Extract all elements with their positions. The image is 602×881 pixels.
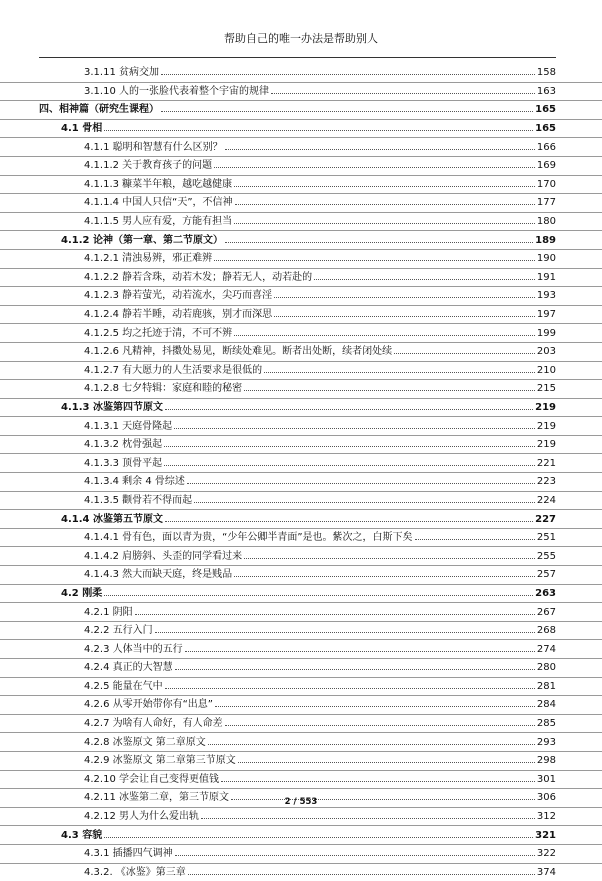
toc-entry[interactable] (0, 398, 602, 417)
toc-entry-page: 215 (536, 383, 556, 395)
toc-entry-title: 4.1.2.1 清浊易辨，邪正难辨 (84, 253, 213, 265)
toc-entry[interactable] (0, 602, 602, 621)
toc-dot-leader (175, 855, 535, 856)
toc-entry-page: 210 (536, 364, 556, 376)
toc-dot-leader (221, 781, 535, 782)
toc-entry[interactable] (0, 323, 602, 342)
toc-entry-page: 199 (536, 327, 556, 339)
toc-entry-title: 4.1.3.2 枕骨强起 (84, 439, 163, 451)
toc-entry-title: 4.1.1.4 中国人只信“天”，不信神 (84, 197, 233, 209)
toc-entry-title: 4.1.2.2 静若含珠，动若木发；静若无人，动若赴的 (84, 271, 313, 283)
toc-entry-page: 257 (536, 569, 556, 581)
toc-entry[interactable] (0, 714, 602, 733)
toc-entry-title: 4.2.7 为啥有人命好，有人命差 (84, 718, 223, 730)
toc-dot-leader (214, 260, 535, 261)
toc-entry[interactable] (0, 64, 602, 82)
toc-entry-title: 4.2.9 冰鉴原文 第二章第三节原文 (84, 755, 236, 767)
toc-entry-title: 4.1.2.6 凡精神，抖擞处易见，断续处难见。断者出处断，续者闭处续 (84, 346, 393, 358)
toc-entry-page: 197 (536, 309, 556, 321)
toc-entry[interactable] (0, 193, 602, 212)
toc-entry[interactable] (0, 770, 602, 789)
toc-entry[interactable] (0, 119, 602, 138)
toc-entry[interactable] (0, 82, 602, 101)
toc-entry-page: 274 (536, 643, 556, 655)
table-of-contents (0, 64, 602, 881)
toc-entry-page: 322 (536, 848, 556, 860)
toc-dot-leader (234, 186, 535, 187)
toc-entry-page: 293 (536, 736, 556, 748)
toc-dot-leader (234, 335, 535, 336)
toc-entry[interactable] (0, 863, 602, 881)
toc-entry-title: 4.1.3.3 顶骨平起 (84, 457, 163, 469)
toc-entry-title: 4.1.4.2 肩膀斜、头歪的同学看过来 (84, 550, 243, 562)
toc-entry-page: 190 (536, 253, 556, 265)
toc-entry-page: 281 (536, 680, 556, 692)
toc-entry-title: 4.2.6 从零开始带你有“出息” (84, 699, 213, 711)
toc-entry-page: 169 (536, 160, 556, 172)
toc-dot-leader (244, 558, 535, 559)
toc-entry-title: 4.1.2.8 七夕特辑：家庭和睦的秘密 (84, 383, 243, 395)
toc-entry[interactable] (0, 621, 602, 640)
toc-entry-title: 4.2.11 冰鉴第二章，第三节原文 (84, 792, 229, 804)
toc-entry-page: 219 (536, 420, 556, 432)
header-divider (39, 57, 556, 58)
toc-entry[interactable] (0, 584, 602, 603)
toc-entry[interactable] (0, 435, 602, 454)
toc-dot-leader (234, 576, 535, 577)
toc-entry-page: 321 (535, 829, 556, 841)
toc-entry-title: 4.1.2.7 有大愿力的人生活要求是很低的 (84, 364, 263, 376)
toc-entry-page: 163 (536, 85, 556, 97)
toc-entry[interactable] (0, 416, 602, 435)
toc-dot-leader (161, 74, 535, 75)
toc-entry[interactable] (0, 305, 602, 324)
toc-dot-leader (187, 483, 535, 484)
toc-entry-page: 255 (536, 550, 556, 562)
toc-dot-leader (104, 837, 533, 838)
toc-entry-page: 165 (535, 123, 556, 135)
toc-entry-title: 4.2.4 真正的大智慧 (84, 662, 173, 674)
toc-entry-page: 189 (535, 234, 556, 246)
toc-entry-page: 219 (535, 401, 556, 413)
toc-entry-page: 268 (536, 625, 556, 637)
toc-entry-page: 223 (536, 476, 556, 488)
toc-dot-leader (208, 744, 535, 745)
toc-dot-leader (185, 651, 535, 652)
toc-entry-page: 180 (536, 216, 556, 228)
toc-entry-page: 224 (536, 494, 556, 506)
toc-entry-page: 165 (535, 104, 556, 116)
toc-entry[interactable] (0, 491, 602, 510)
toc-entry-title: 4.1.1 聪明和智慧有什么区别？ (84, 141, 223, 153)
toc-dot-leader (188, 874, 535, 875)
toc-dot-leader (194, 502, 535, 503)
toc-entry[interactable] (0, 509, 602, 528)
toc-entry-page: 203 (536, 346, 556, 358)
toc-entry-page: 306 (536, 792, 556, 804)
toc-dot-leader (164, 446, 535, 447)
toc-entry-page: 227 (535, 513, 556, 525)
page-header-title: 帮助自己的唯一办法是帮助别人 (224, 32, 378, 45)
toc-entry[interactable] (0, 528, 602, 547)
toc-entry-title: 4.2.12 男人为什么爱出轨 (84, 811, 199, 823)
toc-dot-leader (135, 614, 535, 615)
toc-entry-page: 284 (536, 699, 556, 711)
toc-entry[interactable] (0, 732, 602, 751)
toc-entry[interactable] (0, 639, 602, 658)
toc-entry-title: 4.1.2.3 静若萤光，动若流水，尖巧而喜淫 (84, 290, 273, 302)
toc-entry-page: 177 (536, 197, 556, 209)
toc-dot-leader (164, 465, 535, 466)
toc-dot-leader (235, 204, 535, 205)
toc-entry[interactable] (0, 379, 602, 398)
toc-dot-leader (225, 242, 533, 243)
toc-entry-page: 312 (536, 811, 556, 823)
toc-entry-page: 267 (536, 606, 556, 618)
toc-entry[interactable] (0, 565, 602, 584)
toc-entry-page: 263 (535, 587, 556, 599)
toc-entry[interactable] (0, 268, 602, 287)
toc-entry[interactable] (0, 677, 602, 696)
toc-dot-leader (155, 632, 535, 633)
toc-dot-leader (215, 706, 535, 707)
toc-dot-leader (415, 539, 535, 540)
toc-entry-page: 193 (536, 290, 556, 302)
toc-entry[interactable] (0, 230, 602, 249)
toc-dot-leader (104, 595, 533, 596)
toc-entry-title: 4.1.3.4 剩余 4 骨综述 (84, 476, 185, 488)
toc-entry-title: 4.1.2 论神（第一章、第二节原文） (61, 234, 223, 246)
toc-entry[interactable] (0, 361, 602, 380)
toc-entry-title: 4.2.10 学会让自己变得更值钱 (84, 773, 219, 785)
toc-entry-title: 4.2.3 人体当中的五行 (84, 643, 183, 655)
toc-dot-leader (174, 428, 535, 429)
toc-entry-page: 374 (536, 866, 556, 878)
toc-entry[interactable] (0, 249, 602, 268)
toc-dot-leader (394, 353, 535, 354)
toc-entry-title: 3.1.10 人的一张脸代表着整个宇宙的规律 (84, 85, 269, 97)
toc-entry-title: 4.1.3.1 天庭骨隆起 (84, 420, 173, 432)
toc-entry[interactable] (0, 695, 602, 714)
toc-entry-page: 280 (536, 662, 556, 674)
toc-entry-title: 4.1.4.3 然大而缺天庭，终是贱品 (84, 569, 233, 581)
toc-entry-title: 3.1.11 贫病交加 (84, 67, 159, 79)
toc-dot-leader (214, 167, 535, 168)
toc-entry[interactable] (0, 286, 602, 305)
toc-entry[interactable] (0, 137, 602, 156)
toc-entry-page: 298 (536, 755, 556, 767)
toc-entry-title: 4.2.8 冰鉴原文 第二章原文 (84, 736, 206, 748)
toc-entry-title: 4.1.1.5 男人应有爱，方能有担当 (84, 216, 233, 228)
toc-dot-leader (104, 130, 533, 131)
toc-dot-leader (238, 762, 535, 763)
toc-entry[interactable] (0, 175, 602, 194)
toc-entry[interactable] (0, 156, 602, 175)
toc-dot-leader (165, 521, 533, 522)
toc-entry[interactable] (0, 658, 602, 677)
toc-entry-page: 219 (536, 439, 556, 451)
toc-entry[interactable] (0, 472, 602, 491)
toc-entry[interactable] (0, 825, 602, 844)
toc-entry-page: 251 (536, 532, 556, 544)
toc-entry[interactable] (0, 453, 602, 472)
toc-entry-title: 4.1.4 冰鉴第五节原文 (61, 513, 163, 525)
toc-dot-leader (165, 409, 533, 410)
toc-dot-leader (234, 223, 535, 224)
toc-entry-title: 4.2.2 五行入门 (84, 625, 153, 637)
toc-entry-title: 4.1.3.5 颧骨若不得而起 (84, 494, 193, 506)
toc-dot-leader (175, 669, 535, 670)
toc-dot-leader (225, 725, 535, 726)
toc-dot-leader (264, 372, 535, 373)
toc-entry-page: 166 (536, 141, 556, 153)
toc-entry-page: 301 (536, 773, 556, 785)
toc-entry-title: 4.2 刚柔 (61, 587, 103, 599)
toc-entry-title: 4.3.1 插播四气调神 (84, 848, 173, 860)
toc-dot-leader (314, 279, 535, 280)
toc-entry-title: 4.2.5 能量在气中 (84, 680, 163, 692)
toc-entry-title: 4.1.3 冰鉴第四节原文 (61, 401, 163, 413)
toc-dot-leader (165, 688, 535, 689)
toc-entry-page: 285 (536, 718, 556, 730)
toc-entry[interactable] (0, 844, 602, 863)
page-number: 2 / 553 (284, 797, 318, 807)
toc-entry[interactable] (0, 546, 602, 565)
toc-entry-page: 191 (536, 271, 556, 283)
toc-entry[interactable] (0, 751, 602, 770)
toc-entry-title: 4.3.2. 《冰鉴》第三章 (84, 866, 186, 878)
toc-entry-page: 170 (536, 178, 556, 190)
toc-entry-title: 四、相神篇（研究生课程） (39, 104, 159, 116)
toc-dot-leader (274, 297, 535, 298)
toc-entry-title: 4.2.1 阴阳 (84, 606, 133, 618)
toc-dot-leader (244, 390, 535, 391)
toc-entry-title: 4.1.2.5 均之托迹于清，不可不辨 (84, 327, 233, 339)
toc-entry-title: 4.1 骨相 (61, 123, 103, 135)
toc-dot-leader (271, 93, 535, 94)
toc-entry-page: 158 (536, 67, 556, 79)
toc-dot-leader (201, 818, 535, 819)
toc-entry-title: 4.1.1.2 关于教育孩子的问题 (84, 160, 213, 172)
toc-dot-leader (225, 149, 535, 150)
toc-entry-title: 4.3 容貌 (61, 829, 103, 841)
toc-dot-leader (274, 316, 535, 317)
toc-entry-title: 4.1.1.3 糠菜半年粮，越吃越健康 (84, 178, 233, 190)
toc-dot-leader (161, 111, 533, 112)
toc-entry-title: 4.1.4.1 骨有色，面以青为贵，“少年公卿半青面”是也。紫次之，白斯下矣 (84, 532, 413, 544)
toc-entry[interactable] (0, 342, 602, 361)
toc-entry-title: 4.1.2.4 静若半睡，动若鹿骇，别才而深思 (84, 309, 273, 321)
toc-entry[interactable] (0, 212, 602, 231)
toc-entry-page: 221 (536, 457, 556, 469)
toc-entry[interactable] (0, 100, 602, 119)
